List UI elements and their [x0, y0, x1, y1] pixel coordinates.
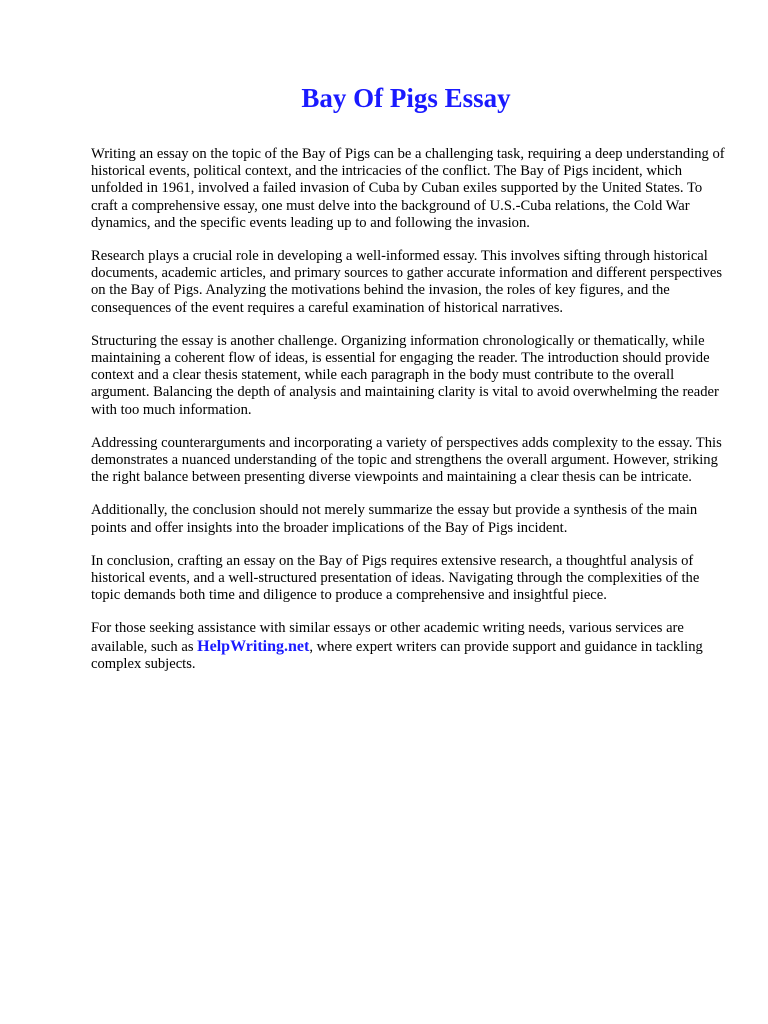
page-title: Bay Of Pigs Essay [301, 83, 511, 113]
paragraph: Addressing counterarguments and incorporating a variety of perspectives adds complexity to the essay. This demonstrates a nuanced understanding of the topic and strengthens the overall argument. However, striking the right balance between presenting diverse viewpoints and maintaining a clear thesis can be intricate. [91, 434, 722, 486]
paragraph: In conclusion, crafting an essay on the Bay of Pigs requires extensive research, a thoughtful analysis of historical events, and a well-structured presentation of ideas. Navigating through the complexities of the topic demands both time and diligence to produce a comprehensive and insightful piece. [91, 552, 700, 604]
helpwriting-link[interactable]: HelpWriting.net [197, 637, 310, 655]
final-paragraph-text-before: For those seeking assistance with similar essays or other academic writing needs, various services are available, such as [91, 620, 684, 655]
paragraph: Writing an essay on the topic of the Bay of Pigs can be a challenging task, requiring a deep understanding of historical events, political context, and the intricacies of the conflict. The Bay of Pigs incident, which unfolded in 1961, involved a failed invasion of Cuba by Cuban exiles supported by the United States. To craft a comprehensive essay, one must delve into the background of U.S.-Cuba relations, the Cold War dynamics, and the specific events leading up to and following the invasion. [91, 146, 725, 231]
paragraph: Research plays a crucial role in developing a well-informed essay. This involves sifting through historical documents, academic articles, and primary sources to gather accurate information and different perspectives on the Bay of Pigs. Analyzing the motivations behind the invasion, the roles of key figures, and the consequences of the event requires a careful examination of historical narratives. [91, 248, 723, 316]
final-paragraph [91, 620, 731, 673]
final-paragraph-text-after: , where expert writers can provide support and guidance in tackling complex subjects. [91, 638, 703, 672]
paragraph: Structuring the essay is another challenge. Organizing information chronologically or thematically, while maintaining a coherent flow of ideas, is essential for engaging the reader. The introduction should provide context and a clear thesis statement, while each paragraph in the body must contribute to the overall argument. Balancing the depth of analysis and maintaining clarity is vital to avoid overwhelming the reader with too much information. [91, 332, 719, 418]
document-body [91, 146, 731, 689]
paragraph: Additionally, the conclusion should not merely summarize the essay but provide a synthesis of the main points and offer insights into the broader implications of the Bay of Pigs incident. [91, 502, 698, 536]
